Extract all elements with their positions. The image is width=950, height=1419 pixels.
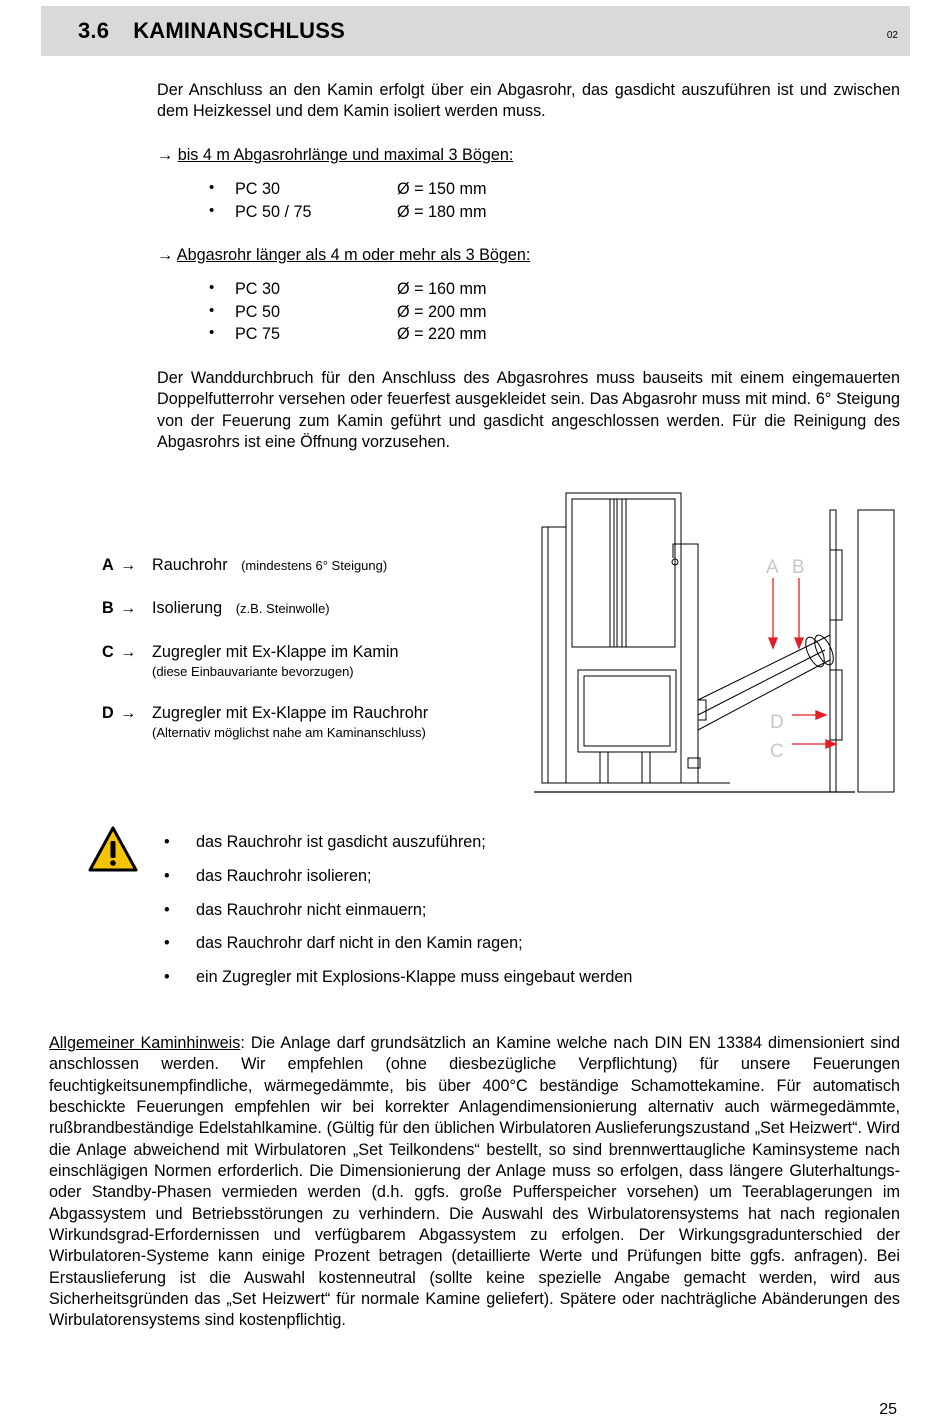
spec-model: PC 30 bbox=[235, 180, 280, 198]
spec-row bbox=[209, 280, 609, 303]
arrow-icon: → bbox=[120, 556, 137, 574]
spec-row bbox=[209, 180, 609, 203]
arrow-icon: → bbox=[157, 146, 174, 164]
legend-item-b bbox=[102, 599, 542, 621]
legend-note: (z.B. Steinwolle) bbox=[235, 601, 330, 616]
bullet-icon: • bbox=[209, 179, 215, 196]
legend-letter: D bbox=[102, 704, 114, 722]
boiler-door bbox=[578, 670, 676, 752]
spec-diameter: Ø = 150 mm bbox=[397, 180, 487, 198]
boiler-side-panel bbox=[542, 527, 566, 783]
bullet-icon: • bbox=[209, 324, 215, 341]
legend-item-a bbox=[102, 556, 542, 578]
arrow-icon: → bbox=[157, 246, 174, 264]
diagram-label-d: D bbox=[770, 712, 784, 733]
group2-heading bbox=[157, 246, 530, 265]
warning-text: ein Zugregler mit Explosions-Klappe muss eingebaut werden bbox=[196, 968, 633, 986]
arrow-icon: → bbox=[120, 599, 137, 617]
warning-text: das Rauchrohr ist gasdicht auszuführen; bbox=[196, 833, 486, 851]
legend-item-c bbox=[102, 643, 542, 683]
spec-row bbox=[209, 325, 609, 348]
general-note-text: : Die Anlage darf grundsätzlich an Kamine welche nach DIN EN 13384 dimensioniert sind anschlossen werden. Wir empfehlen (ohne diesbezügliche Verpflichtung) für unsere Feuerungen feuchtigkeitsunempfindliche, wärmegedämmte, bis über 400°C beständige Schamottekamine. Für automatisch beschickte Feuerungen empfehlen wir bei korrekter Anlagendimensionierung alternativ auch wärmegedämmte, rußbrandbeständige Edelstahlkamine. (Gültig für den üblichen Wirbulatoren Auslieferungszustand „Set Heizwert“. Wird die Anlage abweichend mit Wirbulatoren „Set Teilkondens“ bestellt, so sind brennwerttaugliche Kaminsysteme nach einschlägigen Normen erforderlich. Die Dimensionierung der Anlage muss so erfolgen, dass längere Gluterhaltungs- oder Standby-Phasen vermieden werden (d.h. ggfs. große Pufferspeicher vorsehen) um Teerablagerungen im Abgassystem und Betriebsstörungen zu verhindern. Die Auswahl des Wirbulatorensystems hat nach regionalen Wirkundsgrad-Erfordernissen und verfügbarem Abgassystem zu erfolgen. Der Wirkungsgradunterschied der Wirbulatoren-Systeme kann einige Prozent betragen (detaillierte Werte und Prüfungen bitte ggfs. anfragen). Bei Erstauslieferung ist die Auswahl kostenneutral (sollte keine spezielle Angabe gemacht werden, wird aus Sicherheitsgründen das „Set Heizwert“ für normale Kamine geliefert). Spätere oder nachträgliche Abänderungen des Wirbulatorensystems sind kostenpflichtig. bbox=[49, 1034, 900, 1330]
intro-paragraph: Der Anschluss an den Kamin erfolgt über ein Abgasrohr, das gasdicht auszuführen ist und zwischen dem Heizkessel und dem Kamin isoliert werden muss. bbox=[157, 81, 900, 121]
group1-heading-text: bis 4 m Abgasrohrlänge und maximal 3 Bögen: bbox=[177, 146, 514, 164]
spec-row bbox=[209, 203, 609, 226]
bullet-icon: • bbox=[209, 302, 215, 319]
spec-model: PC 30 bbox=[235, 280, 280, 298]
legend-letter: B bbox=[102, 599, 114, 617]
bullet-icon: • bbox=[164, 901, 170, 919]
chimney-connection-diagram bbox=[530, 490, 895, 800]
spec-row bbox=[209, 303, 609, 326]
flue-pipe bbox=[698, 635, 830, 730]
warning-text: das Rauchrohr darf nicht in den Kamin ragen; bbox=[196, 934, 523, 952]
spec-model: PC 75 bbox=[235, 325, 280, 343]
section-code: 02 bbox=[886, 30, 898, 41]
legend-label: Isolierung bbox=[152, 599, 223, 617]
warning-text: das Rauchrohr isolieren; bbox=[196, 867, 372, 885]
bullet-icon: • bbox=[164, 867, 170, 885]
bullet-icon: • bbox=[164, 934, 170, 952]
spec-diameter: Ø = 160 mm bbox=[397, 280, 487, 298]
chimney-wall-outer bbox=[858, 510, 894, 792]
warning-icon bbox=[88, 826, 138, 872]
spec-diameter: Ø = 220 mm bbox=[397, 325, 487, 343]
bullet-icon: • bbox=[209, 279, 215, 296]
bullet-icon: • bbox=[209, 202, 215, 219]
legend-sub: (Alternativ möglichst nahe am Kaminanschluss) bbox=[152, 725, 426, 740]
bullet-icon: • bbox=[164, 968, 170, 986]
legend-letter: A bbox=[102, 556, 114, 574]
boiler-column bbox=[566, 493, 681, 783]
arrow-icon: → bbox=[120, 704, 137, 722]
section-number: 3.6 bbox=[78, 18, 110, 43]
warning-text: das Rauchrohr nicht einmauern; bbox=[196, 901, 427, 919]
group2-heading-text: Abgasrohr länger als 4 m oder mehr als 3 Bögen: bbox=[176, 246, 531, 264]
group1-heading bbox=[157, 146, 513, 165]
spec-diameter: Ø = 200 mm bbox=[397, 303, 487, 321]
legend-letter: C bbox=[102, 643, 114, 661]
general-note-heading: Allgemeiner Kaminhinweis bbox=[49, 1034, 241, 1052]
legend-sub: (diese Einbauvariante bevorzugen) bbox=[152, 664, 354, 679]
section-title bbox=[78, 18, 345, 44]
section-title-text: KAMINANSCHLUSS bbox=[133, 18, 345, 43]
chimney-wall-inner bbox=[830, 510, 836, 792]
bullet-icon: • bbox=[164, 833, 170, 851]
legend-label: Rauchrohr bbox=[152, 556, 228, 574]
diagram-label-c: C bbox=[770, 741, 784, 762]
legend-note: (mindestens 6° Steigung) bbox=[241, 558, 388, 573]
legend-item-d bbox=[102, 704, 542, 744]
general-chimney-note bbox=[49, 1033, 900, 1332]
arrow-icon: → bbox=[120, 643, 137, 661]
diagram-label-a: A bbox=[766, 557, 779, 578]
legend-label: Zugregler mit Ex-Klappe im Rauchrohr bbox=[152, 704, 429, 722]
wall-paragraph: Der Wanddurchbruch für den Anschluss des Abgasrohres muss bauseits mit einem eingemauerten Doppelfutterrohr versehen oder feuerfest ausgekleidet sein. Das Abgasrohr muss mit mind. 6° Steigung von der Feuerung zum Kamin geführt und gasdicht angeschlossen werden. Für die Reinigung des Abgasrohrs ist eine Öffnung vorzusehen. bbox=[157, 369, 900, 451]
legend-label: Zugregler mit Ex-Klappe im Kamin bbox=[152, 643, 399, 661]
diagram-label-b: B bbox=[792, 557, 805, 578]
spec-model: PC 50 bbox=[235, 303, 280, 321]
spec-diameter: Ø = 180 mm bbox=[397, 203, 487, 221]
spec-model: PC 50 / 75 bbox=[235, 203, 312, 221]
page-number: 25 bbox=[879, 1401, 897, 1418]
